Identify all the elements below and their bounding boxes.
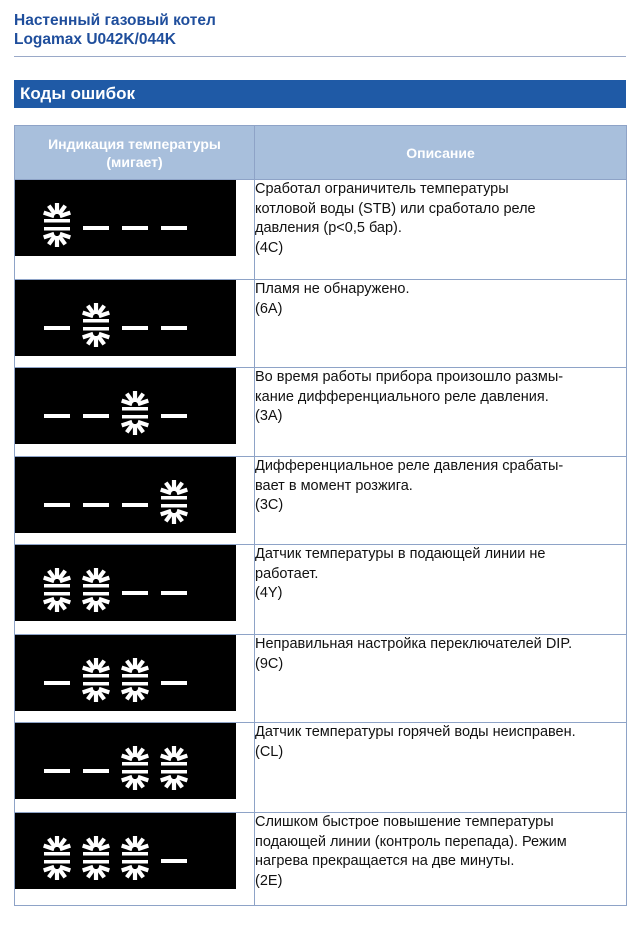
error-code: (2E) (255, 872, 283, 889)
segment-dash (161, 226, 187, 230)
segment-dash (44, 769, 70, 773)
document-header (14, 11, 626, 49)
description-cell (255, 368, 627, 457)
table-row (15, 457, 627, 545)
description-cell (255, 545, 627, 635)
header-title-line1: Настенный газовый котел (14, 12, 216, 29)
segment-dash (83, 769, 109, 773)
temperature-display (15, 457, 236, 533)
temperature-display (15, 545, 236, 621)
temperature-display (15, 813, 236, 889)
header-title-line2: Logamax U042K/044K (14, 31, 176, 48)
table-row (15, 280, 627, 368)
indication-cell (15, 635, 255, 723)
description-cell (255, 457, 627, 545)
table-row (15, 180, 627, 280)
indication-cell (15, 280, 255, 368)
indication-cell (15, 180, 255, 280)
segment-dash (44, 681, 70, 685)
segment-dash (44, 503, 70, 507)
description-text: давления (р<0,5 бар). (255, 220, 402, 236)
description-text: котловой воды (STB) или сработало реле (255, 200, 536, 217)
description-text: Во время работы прибора произошло размы- (255, 369, 564, 385)
description-text: Датчик температуры горячей воды неисправен. (255, 724, 576, 740)
temperature-display (15, 280, 236, 356)
column-header-description: Описание (255, 126, 627, 180)
section-bar (14, 80, 626, 108)
description-text: нагрева прекращается на две минуты. (255, 853, 515, 869)
description-text: Пламя не обнаружено. (255, 281, 410, 297)
description-text: вает в момент розжига. (255, 477, 413, 494)
error-code: (9C) (255, 655, 284, 672)
temperature-display (15, 368, 236, 444)
description-text: работает. (255, 565, 319, 582)
table-row (15, 635, 627, 723)
temperature-display (15, 635, 236, 711)
indication-cell (15, 813, 255, 906)
segment-dash (161, 414, 187, 418)
temperature-display (15, 180, 236, 256)
segment-dash (161, 591, 187, 595)
description-cell (255, 635, 627, 723)
description-cell (255, 180, 627, 280)
segment-dash (44, 414, 70, 418)
column-header-indication-line1: Индикация температуры (48, 135, 221, 152)
header-divider (14, 56, 626, 57)
description-cell (255, 723, 627, 813)
error-code: (3C) (255, 497, 284, 513)
table-row (15, 723, 627, 813)
error-code: (CL) (255, 743, 284, 760)
segment-dash (83, 503, 109, 507)
table-row (15, 813, 627, 906)
description-text: Сработал ограничитель температуры (255, 181, 509, 197)
segment-dash (161, 326, 187, 330)
description-text: Неправильная настройка переключателей DIP. (255, 636, 573, 652)
segment-dash (83, 414, 109, 418)
indication-cell (15, 457, 255, 545)
error-code: (6A) (255, 300, 283, 317)
description-text: Дифференциальное реле давления срабаты- (255, 458, 564, 474)
column-header-indication-line2: (мигает) (106, 153, 163, 170)
segment-dash (161, 681, 187, 685)
segment-dash (122, 326, 148, 330)
error-codes-table (14, 125, 627, 906)
error-code: (3A) (255, 408, 283, 424)
column-header-indication (15, 126, 255, 180)
description-text: Датчик температуры в подающей линии не (255, 546, 546, 562)
description-text: подающей линии (контроль перепада). Режим (255, 833, 567, 850)
table-row (15, 368, 627, 457)
segment-dash (122, 503, 148, 507)
segment-dash (122, 591, 148, 595)
indication-cell (15, 723, 255, 813)
description-text: Слишком быстрое повышение температуры (255, 814, 554, 830)
description-text: кание дифференциального реле давления. (255, 388, 549, 405)
section-title: Коды ошибок (20, 84, 135, 103)
description-cell (255, 813, 627, 906)
error-code: (4Y) (255, 585, 283, 601)
indication-cell (15, 545, 255, 635)
segment-dash (161, 859, 187, 863)
description-cell (255, 280, 627, 368)
segment-dash (122, 226, 148, 230)
segment-dash (83, 226, 109, 230)
error-code: (4C) (255, 239, 284, 256)
table-row (15, 545, 627, 635)
table-header-row (15, 126, 627, 180)
segment-dash (44, 326, 70, 330)
indication-cell (15, 368, 255, 457)
temperature-display (15, 723, 236, 799)
